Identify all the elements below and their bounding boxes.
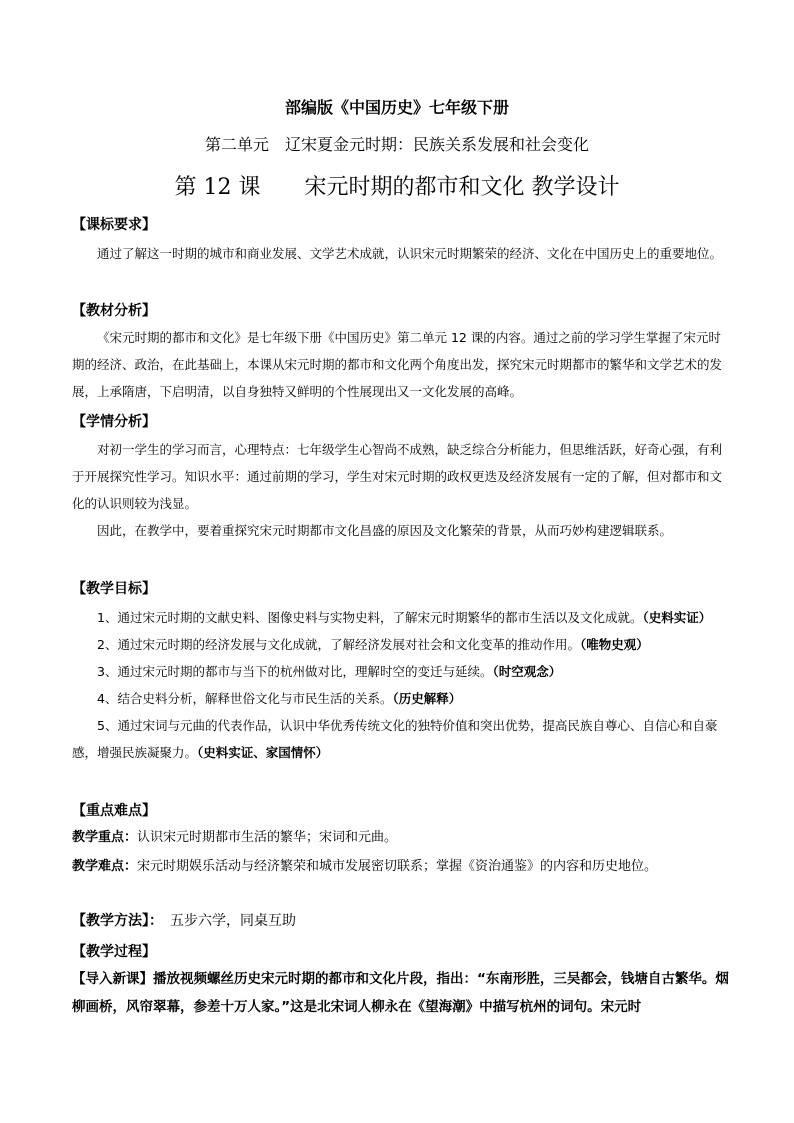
goal-text: 3、通过宋元时期的都市与当下的杭州做对比，理解时空的变迁与延续。 <box>97 664 493 679</box>
goal-item <box>72 631 732 658</box>
focus-label: 教学重点： <box>72 830 138 845</box>
goal-text: 1、通过宋元时期的文献史料、图像史料与实物史料，了解宋元时期繁华的都市生活以及文化成就。 <box>97 610 643 625</box>
goal-tag: （史料实证） <box>642 610 712 625</box>
book-title: 部编版《中国历史》七年级下册 <box>284 98 509 117</box>
intro-text: 播放视频螺丝历史宋元时期的都市和文化片段，指出：“东南形胜，三吴都会，钱塘自古繁华。烟柳画桥，风帘翠幕，参差十万人家。”这是北宋词人柳永在《望海潮》中描写杭州的词句。宋元时 <box>72 971 729 1015</box>
goals-list <box>72 604 732 766</box>
standard-text: 通过了解这一时期的城市和商业发展、文学艺术成就，认识宋元时期繁荣的经济、文化在中国历史上的重要地位。 <box>97 246 723 261</box>
difficulty-line <box>72 855 657 874</box>
goal-item <box>72 604 732 631</box>
material-heading: 【教材分析】 <box>72 303 156 319</box>
goal-tag: （历史解释） <box>392 691 462 706</box>
focus-line <box>72 826 397 845</box>
standard-heading: 【课标要求】 <box>72 217 156 233</box>
material-section <box>72 324 732 405</box>
goal-item <box>72 658 732 685</box>
goals-heading: 【教学目标】 <box>72 581 156 597</box>
standard-section <box>72 240 732 267</box>
goal-tag: （唯物史观） <box>579 637 649 652</box>
unit-title: 第二单元 辽宋夏金元时期：民族关系发展和社会变化 <box>204 135 589 154</box>
process-heading: 【教学过程】 <box>72 944 156 960</box>
goal-item <box>72 685 732 712</box>
lesson-title: 第 12 课 宋元时期的都市和文化 教学设计 <box>174 175 620 200</box>
goal-tag: （史料实证、家国情怀） <box>197 745 329 760</box>
difficulty-text: 宋元时期娱乐活动与经济繁荣和城市发展密切联系；掌握《资治通鉴》的内容和历史地位。 <box>137 859 658 874</box>
goal-tag: （时空观念） <box>492 664 562 679</box>
keypoints-heading: 【重点难点】 <box>72 803 156 819</box>
intro-paragraph <box>72 965 732 1021</box>
material-text: 《宋元时期的都市和文化》是七年级下册《中国历史》第二单元 12 课的内容。通过之前的学习学生掌握了宋元时期的经济、政治，在此基础上，本课从宋元时期的都市和文化两个角度出发，探究宋元时期都市的繁华和文学艺术的发展，上承隋唐，下启明清，以自身独特又鲜明的个性展现出又一文化发展的高峰。 <box>72 330 723 399</box>
goal-text: 2、通过宋元时期的经济发展与文化成就，了解经济发展对社会和文化变革的推动作用。 <box>97 637 580 652</box>
method-heading: 【教学方法】： <box>72 913 156 929</box>
intro-label: 【导入新课】 <box>72 971 153 987</box>
focus-text: 认识宋元时期都市生活的繁华；宋词和元曲。 <box>137 830 398 845</box>
goal-text: 5、通过宋词与元曲的代表作品，认识中华优秀传统文化的独特价值和突出优势，提高民族自尊心、自信心和自豪感，增强民族凝聚力。 <box>72 718 718 760</box>
learner-section <box>72 436 732 544</box>
method-text: 五步六学，同桌互助 <box>156 913 296 929</box>
learner-paragraph-2: 因此，在教学中，要着重探究宋元时期都市文化昌盛的原因及文化繁荣的背景，从而巧妙构建逻辑联系。 <box>97 523 673 538</box>
learner-heading: 【学情分析】 <box>72 414 156 430</box>
method-line <box>72 910 296 930</box>
goal-item <box>72 712 732 766</box>
goal-text: 4、结合史料分析，解释世俗文化与市民生活的关系。 <box>97 691 393 706</box>
learner-paragraph-1: 对初一学生的学习而言，心理特点：七年级学生心智尚不成熟，缺乏综合分析能力，但思维活跃，好奇心强，有利于开展探究性学习。知识水平：通过前期的学习，学生对宋元时期的政权更迭及经济发展有一定的了解，但对都市和文化的认识则较为浅显。 <box>72 442 723 511</box>
difficulty-label: 教学难点： <box>72 859 138 874</box>
